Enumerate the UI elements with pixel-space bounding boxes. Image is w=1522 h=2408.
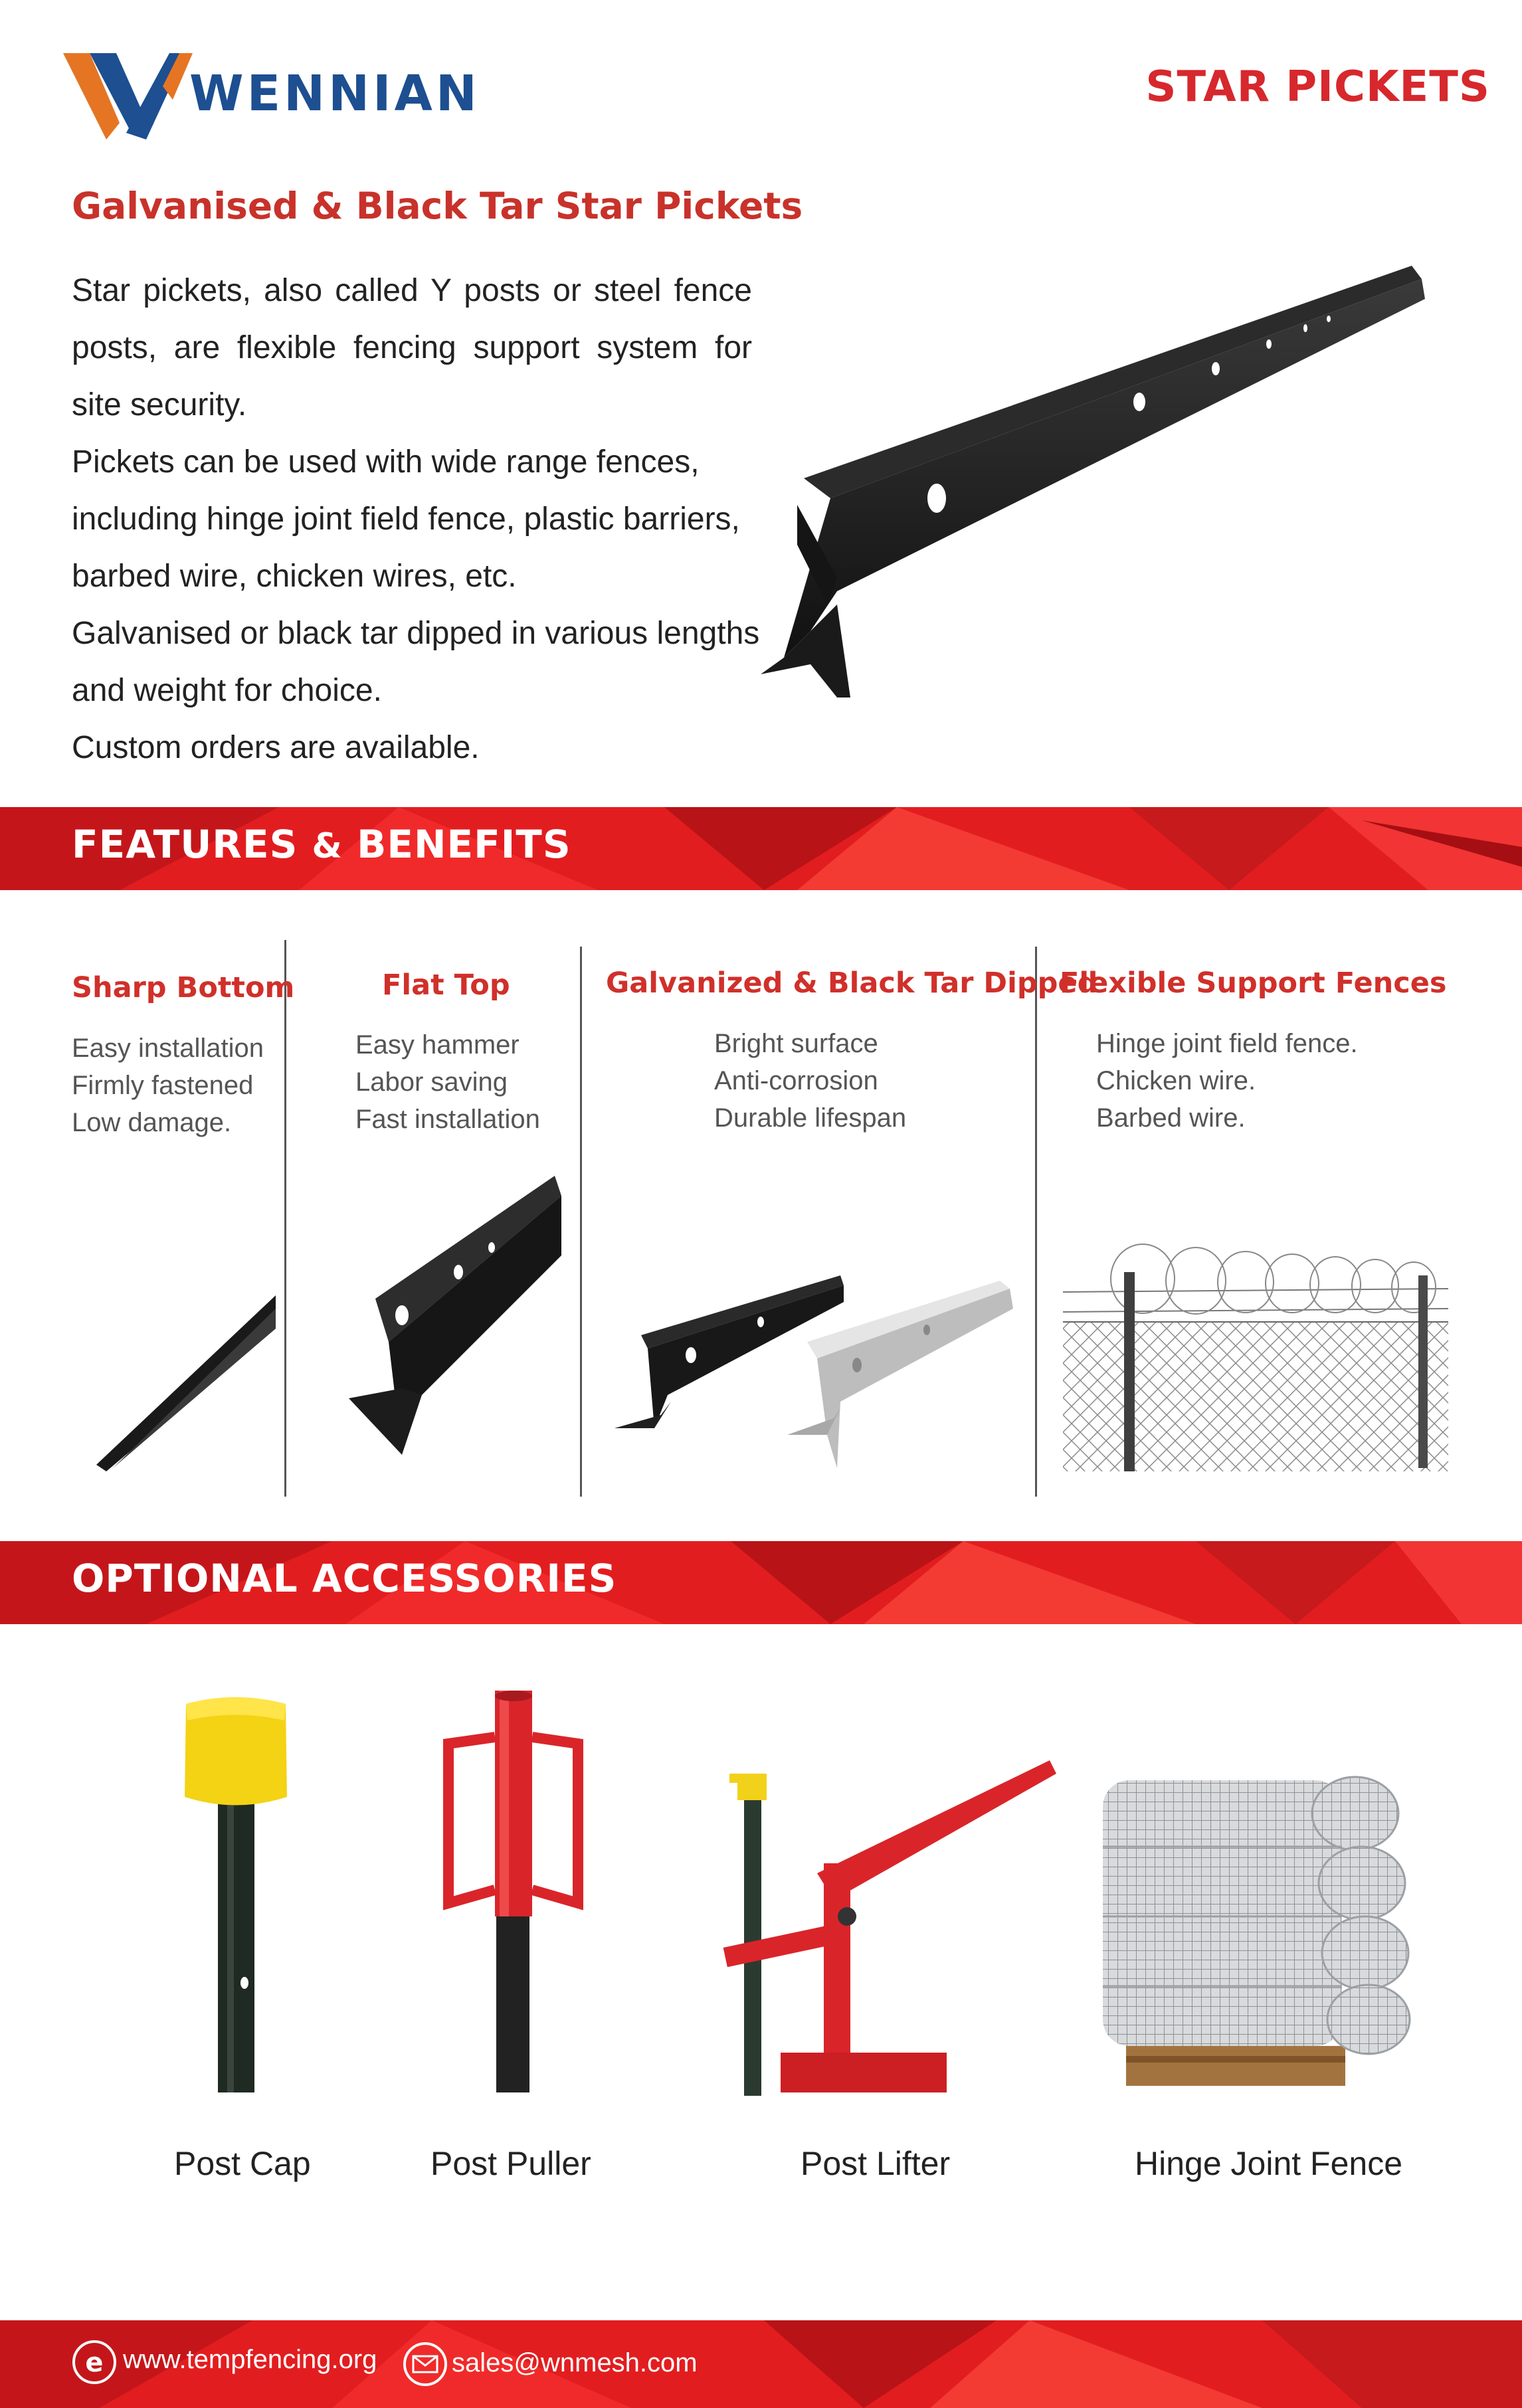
document-title: STAR PICKETS [1145, 62, 1490, 112]
brand-name: WENNIAN [189, 65, 480, 122]
accessories-banner [0, 1541, 1522, 1624]
website-link[interactable]: www.tempfencing.org [123, 2345, 377, 2374]
feature-title-galvanized: Galvanized & Black Tar Dipped [606, 967, 1098, 1000]
intro-heading: Galvanised & Black Tar Star Pickets [72, 185, 803, 227]
feature-title-flat-top: Flat Top [382, 969, 510, 1002]
accessories-banner-title: OPTIONAL ACCESSORIES [72, 1556, 617, 1601]
feature-divider [580, 947, 582, 1497]
features-banner-title-a: FEATURES [72, 822, 298, 867]
feature-divider [1035, 947, 1037, 1497]
accessory-label-hinge-joint-fence: Hinge Joint Fence [1135, 2145, 1403, 2182]
post-lifter-image [723, 1760, 1056, 2096]
feature-line: Durable lifespan [714, 1103, 907, 1133]
feature-line: Hinge joint field fence. [1096, 1029, 1358, 1058]
features-banner [0, 807, 1522, 890]
feature-line: Chicken wire. [1096, 1066, 1256, 1095]
features-banner-title-b: BENEFITS [357, 822, 571, 867]
sharp-bottom-image [86, 1289, 276, 1475]
email-link[interactable]: sales@wnmesh.com [452, 2348, 698, 2377]
feature-title-flexible-support: Flexible Support Fences [1060, 967, 1447, 1000]
feature-line: Firmly fastened [72, 1071, 254, 1100]
feature-line: Barbed wire. [1096, 1103, 1246, 1133]
feature-line: Easy hammer [355, 1030, 520, 1060]
email-icon [403, 2342, 448, 2387]
feature-line: Bright surface [714, 1029, 878, 1058]
feature-divider [284, 940, 286, 1497]
star-picket-image [757, 259, 1428, 737]
hinge-joint-fence-image [1090, 1774, 1428, 2092]
intro-line: Custom orders are available. [72, 730, 480, 765]
intro-line: barbed wire, chicken wires, etc. [72, 559, 517, 594]
galvanized-black-pickets-image [608, 1275, 1020, 1468]
feature-line: Labor saving [355, 1067, 508, 1097]
fence-image [1063, 1242, 1448, 1471]
features-banner-amp: & [312, 826, 343, 866]
feature-line: Easy installation [72, 1034, 264, 1063]
accessory-label-post-lifter: Post Lifter [801, 2145, 951, 2182]
post-cap-image [179, 1691, 292, 2096]
intro-line: including hinge joint field fence, plastic barriers, [72, 502, 740, 537]
feature-line: Anti-corrosion [714, 1066, 878, 1095]
post-puller-image [448, 1691, 578, 2092]
feature-line: Low damage. [72, 1108, 232, 1137]
website-icon [72, 2340, 117, 2385]
flat-top-image [335, 1176, 561, 1455]
intro-line: Galvanised or black tar dipped in various lengths [72, 616, 760, 651]
intro-line: and weight for choice. [72, 673, 382, 708]
feature-title-sharp-bottom: Sharp Bottom [72, 971, 295, 1004]
intro-paragraph: Star pickets, also called Y posts or steel fence posts, are flexible fencing support system for site security. [72, 273, 752, 422]
accessory-label-post-cap: Post Cap [174, 2145, 311, 2182]
feature-line: Fast installation [355, 1105, 540, 1134]
svg-text:e: e [85, 2348, 104, 2378]
intro-line: Pickets can be used with wide range fences, [72, 444, 700, 480]
accessory-label-post-puller: Post Puller [430, 2145, 591, 2182]
